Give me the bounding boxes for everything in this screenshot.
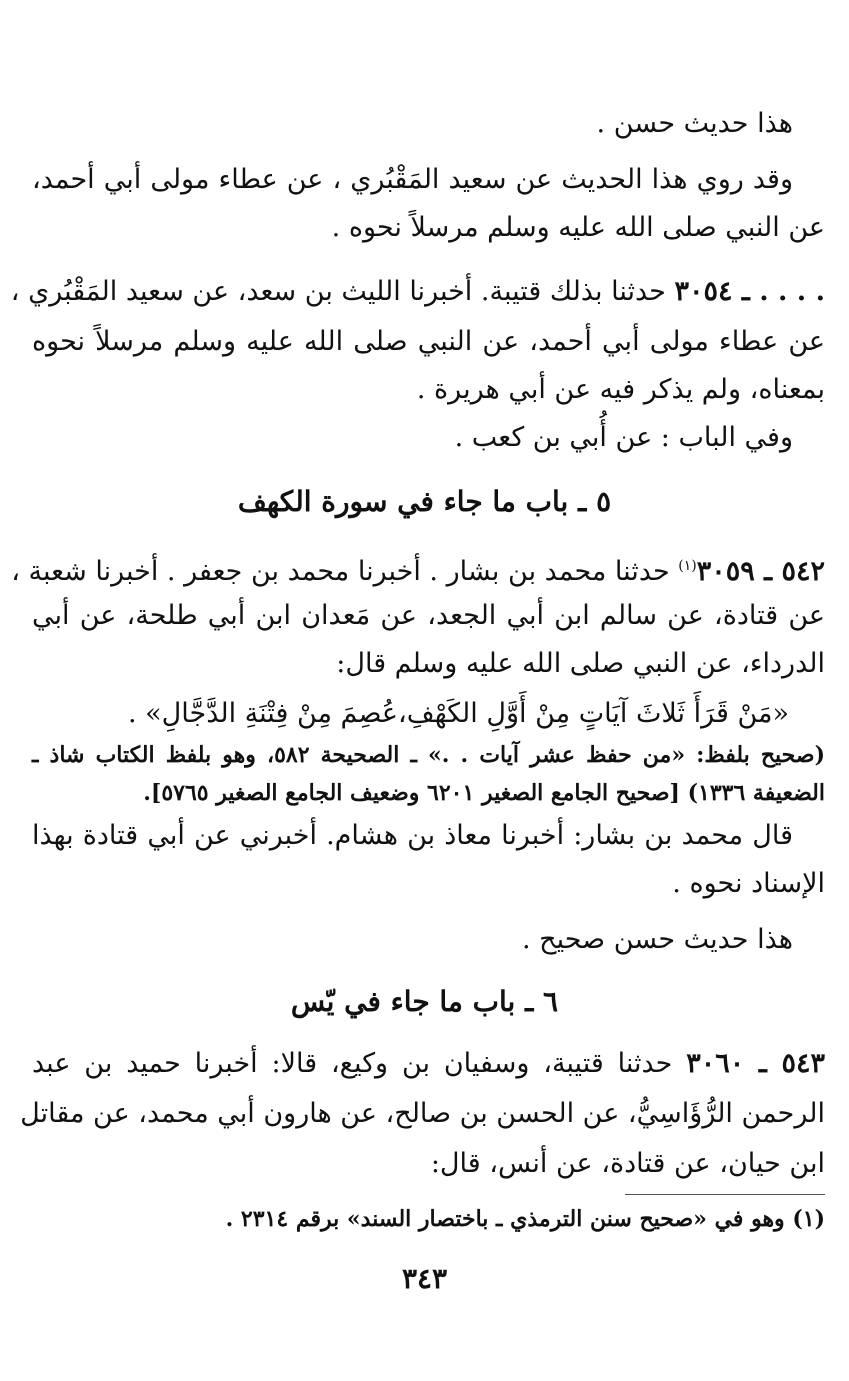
grading-note: (صحيح بلفظ: «من حفظ عشر آيات . .» ـ الصحيحة ٥٨٢، وهو بلفظ الكتاب شاذ ـ <box>32 742 825 768</box>
text-line: هذا حديث حسن صحيح . <box>522 924 793 955</box>
chapter-heading: ٦ ـ باب ما جاء في يّس <box>290 985 559 1018</box>
text-line: عن قتادة، عن سالم ابن أبي الجعد، عن مَعدان ابن أبي طلحة، عن أبي <box>32 600 825 631</box>
text-line: وفي الباب : عن أُبي بن كعب . <box>454 422 793 453</box>
text-line: الدرداء، عن النبي صلى الله عليه وسلم قال: <box>336 648 825 679</box>
hadith-text: حدثنا محمد بن بشار . أخبرنا محمد بن جعفر . أخبرنا شعبة ، <box>11 556 679 587</box>
chapter-heading: ٥ ـ باب ما جاء في سورة الكهف <box>237 485 612 518</box>
text-line: وقد روي هذا الحديث عن سعيد المَقْبُري ، عن عطاء مولى أبي أحمد، <box>32 164 793 195</box>
hadith-quote: «مَنْ قَرَأَ ثَلاثَ آيَاتٍ مِنْ أَوَّلِ الكَهْفِ،عُصِمَ مِنْ فِتْنَةِ الدَّجَّالِ» . <box>127 698 789 729</box>
hadith-line <box>10 272 825 312</box>
text-line: الإسناد نحوه . <box>672 868 825 899</box>
hadith-line <box>11 546 825 592</box>
text-line: بمعناه، ولم يذكر فيه عن أبي هريرة . <box>416 374 825 405</box>
grading-note: الضعيفة ١٣٣٦) [صحيح الجامع الصغير ٦٢٠١ وضعيف الجامع الصغير ٥٧٦٥]. <box>143 780 825 806</box>
footnote-separator <box>625 1194 825 1195</box>
text-line: عن النبي صلى الله عليه وسلم مرسلاً نحوه . <box>331 212 825 243</box>
footnote: (١) وهو في «صحيح سنن الترمذي ـ باختصار السند» برقم ٢٣١٤ . <box>225 1206 825 1232</box>
text-line: هذا حديث حسن . <box>596 108 793 139</box>
text-line: عن عطاء مولى أبي أحمد، عن النبي صلى الله عليه وسلم مرسلاً نحوه <box>32 326 825 357</box>
text-line: ابن حيان، عن قتادة، عن أنس، قال: <box>430 1148 825 1179</box>
hadith-line <box>32 1044 825 1084</box>
hadith-number: . . . . ـ ٣٠٥٤ <box>674 276 825 307</box>
text-line: الرحمن الرُّؤَاسِيُّ، عن الحسن بن صالح، عن هارون أبي محمد، عن مقاتل <box>20 1098 825 1129</box>
hadith-text: حدثنا قتيبة، وسفيان بن وكيع، قالا: أخبرنا حميد بن عبد <box>32 1048 687 1079</box>
text-line: قال محمد بن بشار: أخبرنا معاذ بن هشام. أخبرني عن أبي قتادة بهذا <box>32 820 793 851</box>
footnote-marker: (١) <box>678 558 697 574</box>
hadith-number: ٥٤٣ ـ ٣٠٦٠ <box>686 1048 825 1079</box>
hadith-text: حدثنا بذلك قتيبة. أخبرنا الليث بن سعد، عن سعيد المَقْبُري ، <box>10 276 675 307</box>
hadith-number: ٥٤٢ ـ ٣٠٥٩ <box>696 556 825 587</box>
page-number: ٣٤٣ <box>401 1262 448 1295</box>
